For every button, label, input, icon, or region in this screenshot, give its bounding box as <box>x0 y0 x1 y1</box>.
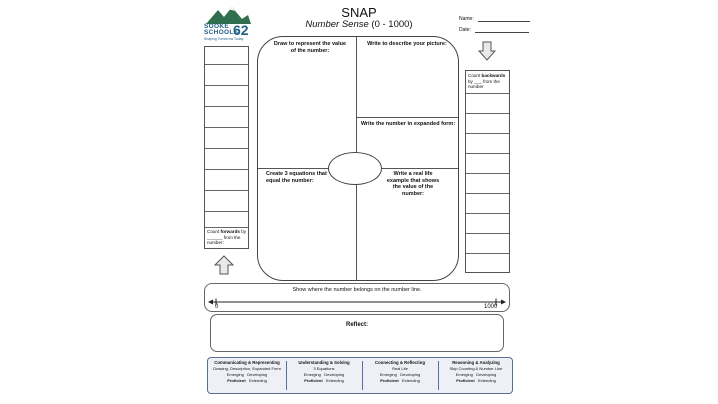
count-forwards-label <box>207 229 249 246</box>
subtitle-italic: Number Sense <box>305 19 369 30</box>
rubric-levels-row2 <box>210 378 284 384</box>
logo-tagline: Shaping Tomorrow Today <box>204 37 244 41</box>
rubric-level-extending[interactable]: Extending <box>402 378 420 383</box>
stack-row[interactable] <box>466 213 509 214</box>
expanded-form-prompt: Write the number in expanded form: <box>360 121 456 127</box>
number-line-end: 1000 <box>484 304 498 310</box>
stack-row[interactable] <box>466 133 509 134</box>
rubric-connecting <box>364 360 436 391</box>
rubric-level-developing[interactable]: Developing <box>476 372 497 377</box>
frayer-model <box>257 36 459 281</box>
rubric-heading: Communicating & Representing <box>214 360 280 365</box>
rubric-level-extending[interactable]: Extending <box>326 378 344 383</box>
name-field[interactable] <box>459 15 530 22</box>
count-forwards-pre: Count <box>207 229 221 234</box>
count-forwards-word: forwards <box>220 229 240 234</box>
center-oval[interactable] <box>328 152 382 185</box>
name-line[interactable] <box>478 15 530 22</box>
rubric-level-emerging[interactable]: Emerging <box>303 372 321 377</box>
rubric-reasoning <box>440 360 512 391</box>
number-line-box <box>204 283 510 312</box>
rubric-level-emerging[interactable]: Emerging <box>379 372 397 377</box>
stack-row[interactable] <box>205 64 248 65</box>
equations-prompt: Create 3 equations that equal the number: <box>266 171 327 184</box>
rubric-level-proficient[interactable]: Proficient <box>456 378 475 383</box>
name-label: Name: <box>459 16 474 22</box>
arrow-down-icon <box>478 41 496 61</box>
stack-row[interactable] <box>466 113 509 114</box>
count-backwards-pre: Count <box>468 73 482 78</box>
stack-row[interactable] <box>205 127 248 128</box>
stack-row[interactable] <box>205 211 248 212</box>
date-line[interactable] <box>475 26 529 33</box>
rubric-separator <box>362 361 363 390</box>
stack-row[interactable] <box>466 153 509 154</box>
count-backwards-post: by ___ from the number <box>468 78 500 89</box>
rubric-detail: Real Life <box>392 366 408 371</box>
reflect-box[interactable] <box>210 314 504 352</box>
rubric-separator <box>438 361 439 390</box>
describe-prompt: Write to describe your picture: <box>367 41 447 47</box>
rubric-heading: Reasoning & Analyzing <box>452 360 500 365</box>
date-label: Date: <box>459 27 471 33</box>
rubric-level-proficient[interactable]: Proficient <box>304 378 323 383</box>
stack-row[interactable] <box>205 190 248 191</box>
rubric-level-extending[interactable]: Extending <box>249 378 267 383</box>
right-divider <box>356 117 458 118</box>
rubric-detail: Drawing, Description, Expanded Form <box>213 366 281 371</box>
rubric-levels-row2 <box>440 378 512 384</box>
real-life-prompt: Write a real life example that shows the value of the number: <box>386 171 440 197</box>
stack-row[interactable] <box>466 253 509 254</box>
rubric-level-extending[interactable]: Extending <box>478 378 496 383</box>
rubric-detail: Skip Counting & Number Line <box>449 366 503 371</box>
rubric-levels-row2 <box>364 378 436 384</box>
rubric-heading: Connecting & Reflecting <box>375 360 425 365</box>
logo-line1: SOOKE <box>204 23 229 30</box>
rubric-level-developing[interactable]: Developing <box>400 372 421 377</box>
stack-row[interactable] <box>466 193 509 194</box>
rubric-detail: 3 Equations <box>313 366 335 371</box>
logo-number: 62 <box>233 22 249 38</box>
rubric-level-proficient[interactable]: Proficient <box>380 378 399 383</box>
rubric-panel <box>207 357 513 394</box>
rubric-levels-row2 <box>288 378 360 384</box>
rubric-level-emerging[interactable]: Emerging <box>455 372 473 377</box>
page-title: SNAP <box>341 5 377 20</box>
number-line[interactable] <box>208 295 506 307</box>
stack-row[interactable] <box>205 169 248 170</box>
count-forwards-post: by ______ from the number: <box>207 229 247 245</box>
rubric-understanding <box>288 360 360 391</box>
stack-row <box>205 227 248 228</box>
rubric-separator <box>286 361 287 390</box>
count-backwards-column <box>465 70 510 273</box>
rubric-communicating <box>210 360 284 391</box>
rubric-level-proficient[interactable]: Proficient <box>227 378 246 383</box>
stack-row[interactable] <box>205 148 248 149</box>
stack-row[interactable] <box>205 85 248 86</box>
rubric-level-developing[interactable]: Developing <box>247 372 268 377</box>
reflect-label: Reflect: <box>345 322 368 328</box>
draw-prompt: Draw to represent the value of the number: <box>273 41 347 54</box>
number-line-start: 0 <box>215 304 219 310</box>
subtitle-range: (0 - 1000) <box>368 19 413 30</box>
stack-row[interactable] <box>205 106 248 107</box>
number-line-instruction: Show where the number belongs on the number line. <box>292 287 422 293</box>
stack-row[interactable] <box>466 233 509 234</box>
arrow-up-icon <box>214 255 234 275</box>
rubric-level-developing[interactable]: Developing <box>324 372 345 377</box>
stack-row <box>466 93 509 94</box>
count-forwards-column <box>204 46 249 249</box>
rubric-level-emerging[interactable]: Emerging <box>226 372 244 377</box>
page-subtitle <box>0 19 718 30</box>
rubric-heading: Understanding & Solving <box>298 360 350 365</box>
stack-row[interactable] <box>466 173 509 174</box>
logo-line2: SCHOOLS <box>204 29 239 36</box>
date-field[interactable] <box>459 26 529 33</box>
count-backwards-label <box>468 73 510 90</box>
count-backwards-word: backwards <box>481 73 506 78</box>
